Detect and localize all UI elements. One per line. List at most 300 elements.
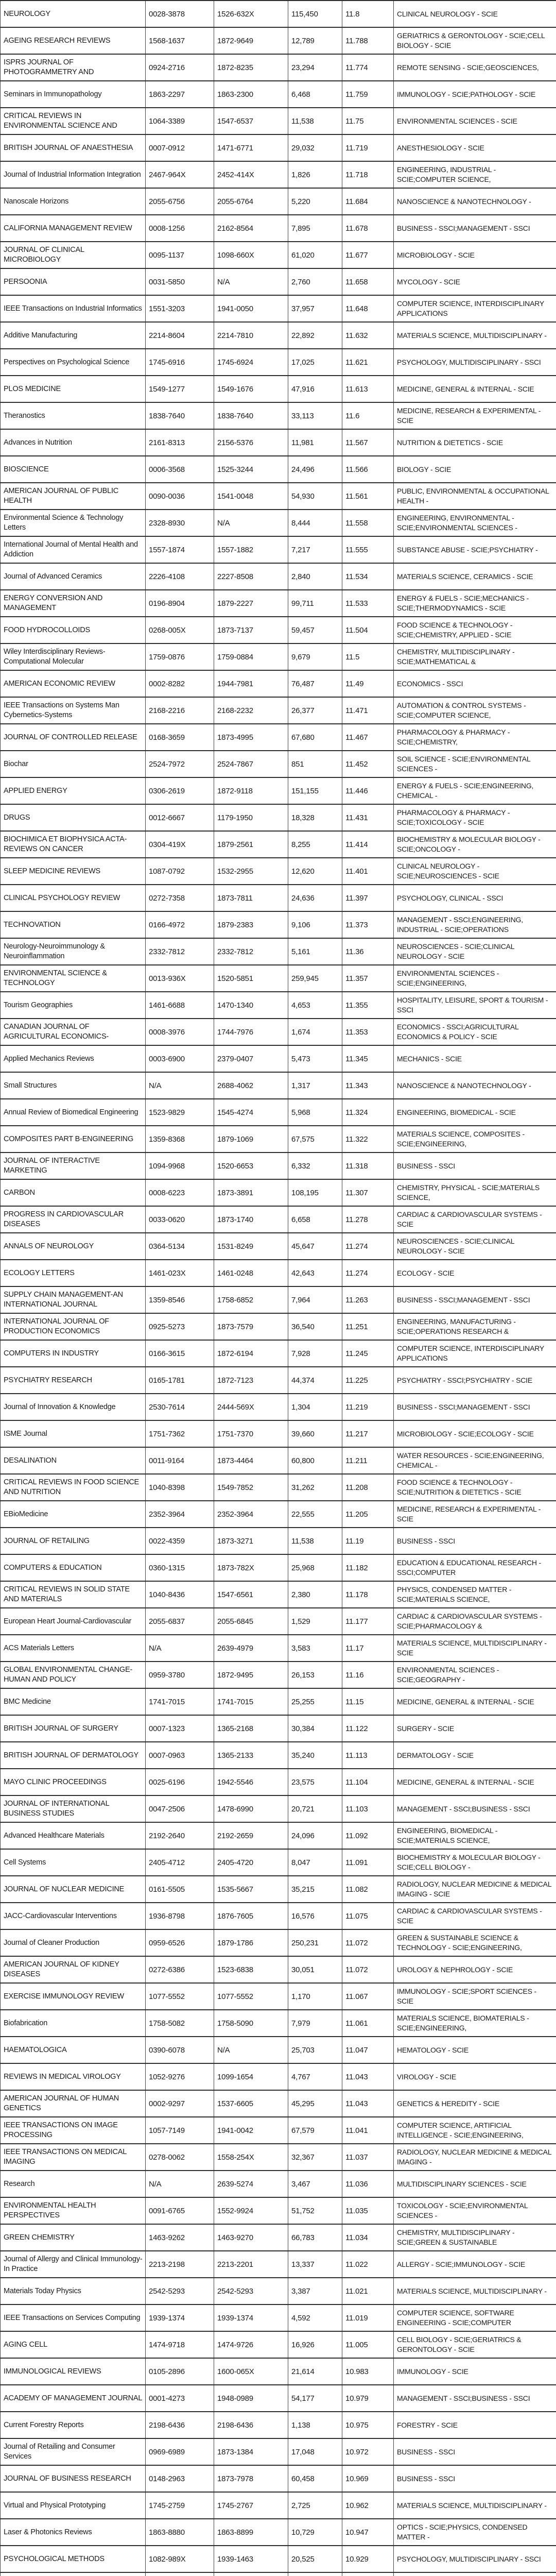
journal-name-cell-text: IEEE TRANSACTIONS ON MEDICAL IMAGING: [4, 2147, 143, 2167]
eissn-cell-text: 1944-7981: [217, 679, 286, 689]
category-cell: [394, 858, 556, 885]
impact-factor-cell: [342, 1742, 394, 1769]
total-cites-cell: [288, 1742, 342, 1769]
journal-name-cell: [1, 349, 146, 376]
impact-factor-cell: [342, 2144, 394, 2171]
eissn-cell-text: 1365-2133: [217, 1751, 286, 1760]
eissn-cell-text: 1758-5090: [217, 2019, 286, 2028]
table-row: [1, 1849, 556, 1876]
table-row: [1, 1260, 556, 1286]
eissn-cell: [214, 2465, 288, 2492]
impact-factor-cell: [342, 1662, 394, 1688]
total-cites-cell: [288, 2278, 342, 2304]
journal-name-cell: [1, 1849, 146, 1876]
total-cites-cell-text: 11,538: [291, 116, 340, 126]
total-cites-cell-text: 23,575: [291, 1777, 340, 1787]
impact-factor-cell: [342, 2171, 394, 2197]
impact-factor-cell-text: 11.075: [345, 1911, 391, 1921]
total-cites-cell-text: 22,892: [291, 331, 340, 341]
category-cell-text: PSYCHOLOGY, MULTIDISCIPLINARY - SSCI: [397, 358, 554, 367]
journal-name-cell: [1, 590, 146, 617]
table-row: [1, 108, 556, 134]
issn-cell: [146, 1260, 214, 1286]
total-cites-cell-text: 7,895: [291, 224, 340, 233]
impact-factor-cell-text: 11.322: [345, 1134, 391, 1144]
category-cell: [394, 563, 556, 590]
eissn-cell-text: 1745-2767: [217, 2501, 286, 2511]
issn-cell: [146, 134, 214, 161]
category-cell: [394, 1072, 556, 1099]
journal-name-cell-text: Journal of Advanced Ceramics: [4, 572, 143, 582]
impact-factor-cell: [342, 1474, 394, 1501]
issn-cell-text: 1094-9968: [149, 1161, 212, 1171]
table-row: [1, 885, 556, 911]
impact-factor-cell: [342, 242, 394, 268]
impact-factor-cell: [342, 2010, 394, 2037]
journal-name-cell: [1, 161, 146, 188]
table-row: [1, 831, 556, 858]
impact-factor-cell-text: 11.274: [345, 1242, 391, 1251]
issn-cell-text: 0304-419X: [149, 840, 212, 850]
eissn-cell: [214, 2010, 288, 2037]
journal-name-cell: [1, 1795, 146, 1822]
issn-cell: [146, 1367, 214, 1394]
issn-cell: [146, 831, 214, 858]
issn-cell-text: 1568-1637: [149, 36, 212, 46]
table-row: [1, 1126, 556, 1153]
journal-name-cell-text: Journal of Cleaner Production: [4, 1938, 143, 1948]
journal-name-cell-text: AMERICAN ECONOMIC REVIEW: [4, 679, 143, 689]
impact-factor-cell-text: 10.983: [345, 2367, 391, 2377]
category-cell: [394, 2063, 556, 2090]
journal-name-cell-text: PSYCHOLOGICAL METHODS: [4, 2554, 143, 2564]
total-cites-cell: [288, 1447, 342, 1474]
eissn-cell-text: 1879-2383: [217, 920, 286, 930]
table-row: [1, 295, 556, 322]
eissn-cell-text: 1745-6924: [217, 358, 286, 367]
eissn-cell-text: 1758-6852: [217, 1295, 286, 1305]
total-cites-cell-text: 16,926: [291, 2340, 340, 2350]
journal-name-cell: [1, 483, 146, 510]
total-cites-cell-text: 16,576: [291, 1911, 340, 1921]
table-row: [1, 376, 556, 402]
category-cell: [394, 965, 556, 992]
issn-cell: [146, 54, 214, 81]
eissn-cell: [214, 1742, 288, 1769]
issn-cell: [146, 242, 214, 268]
impact-factor-cell-text: 11.251: [345, 1322, 391, 1332]
category-cell: [394, 1608, 556, 1635]
impact-factor-cell-text: 11.467: [345, 733, 391, 742]
category-cell: [394, 590, 556, 617]
category-cell-text: BIOCHEMISTRY & MOLECULAR BIOLOGY - SCIE;CELL BIOLOGY -: [397, 1853, 554, 1872]
table-row: [1, 1554, 556, 1581]
issn-cell: [146, 1233, 214, 1260]
eissn-cell: [214, 617, 288, 643]
impact-factor-cell: [342, 697, 394, 724]
issn-cell: [146, 1983, 214, 2010]
issn-cell: [146, 2304, 214, 2331]
category-cell-text: MYCOLOGY - SCIE: [397, 277, 554, 287]
table-row: [1, 456, 556, 483]
journal-name-cell-text: Seminars in Immunopathology: [4, 90, 143, 99]
table-row: [1, 1340, 556, 1367]
category-cell-text: REMOTE SENSING - SCIE;GEOSCIENCES,: [397, 63, 554, 73]
journal-name-cell: [1, 1367, 146, 1394]
issn-cell: [146, 456, 214, 483]
eissn-cell-text: 1863-2300: [217, 90, 286, 99]
impact-factor-cell-text: 11.648: [345, 304, 391, 314]
eissn-cell-text: 2162-8564: [217, 224, 286, 233]
impact-factor-cell-text: 11.632: [345, 331, 391, 341]
total-cites-cell-text: 1,674: [291, 1027, 340, 1037]
category-cell-text: BUSINESS - SSCI: [397, 1161, 554, 1171]
issn-cell-text: 1359-8368: [149, 1134, 212, 1144]
total-cites-cell-text: 25,968: [291, 1563, 340, 1573]
impact-factor-cell-text: 11.431: [345, 813, 391, 823]
total-cites-cell: [288, 1769, 342, 1795]
table-row: [1, 1153, 556, 1179]
impact-factor-cell: [342, 804, 394, 831]
issn-cell-text: 1463-9262: [149, 2233, 212, 2243]
total-cites-cell-text: 31,262: [291, 1483, 340, 1493]
impact-factor-cell-text: 11.274: [345, 1268, 391, 1278]
eissn-cell-text: 1600-065X: [217, 2367, 286, 2377]
journal-name-cell-text: DRUGS: [4, 813, 143, 823]
category-cell-text: MANAGEMENT - SSCI;BUSINESS - SSCI: [397, 1804, 554, 1814]
impact-factor-cell: [342, 643, 394, 670]
total-cites-cell: [288, 242, 342, 268]
issn-cell: [146, 2197, 214, 2224]
journal-name-cell-text: BRITISH JOURNAL OF DERMATOLOGY: [4, 1751, 143, 1760]
eissn-cell: [214, 1769, 288, 1795]
issn-cell-text: 0360-1315: [149, 1563, 212, 1573]
eissn-cell: [214, 1635, 288, 1662]
eissn-cell-text: 1531-8249: [217, 1242, 286, 1251]
impact-factor-cell: [342, 1045, 394, 1072]
journal-name-cell: [1, 697, 146, 724]
impact-factor-cell: [342, 2090, 394, 2117]
eissn-cell-text: N/A: [217, 277, 286, 287]
total-cites-cell-text: 66,783: [291, 2233, 340, 2243]
category-cell-text: UROLOGY & NEPHROLOGY - SCIE: [397, 1965, 554, 1975]
issn-cell: [146, 27, 214, 54]
impact-factor-cell: [342, 1983, 394, 2010]
impact-factor-cell: [342, 134, 394, 161]
impact-factor-cell-text: 11.452: [345, 759, 391, 769]
total-cites-cell-text: 108,195: [291, 1188, 340, 1198]
issn-cell: [146, 1420, 214, 1447]
total-cites-cell-text: 10,729: [291, 2528, 340, 2537]
issn-cell-text: 0925-5273: [149, 1322, 212, 1332]
total-cites-cell: [288, 1715, 342, 1742]
issn-cell-text: 2530-7614: [149, 1402, 212, 1412]
eissn-cell-text: 1549-7852: [217, 1483, 286, 1493]
total-cites-cell-text: 60,800: [291, 1456, 340, 1466]
eissn-cell-text: 2332-7812: [217, 947, 286, 957]
category-cell: [394, 670, 556, 697]
impact-factor-cell-text: 11.036: [345, 2179, 391, 2189]
impact-factor-cell-text: 11.324: [345, 1108, 391, 1117]
total-cites-cell-text: 4,767: [291, 2072, 340, 2082]
journal-name-cell: [1, 2572, 146, 2576]
total-cites-cell-text: 26,153: [291, 1670, 340, 1680]
eissn-cell: [214, 1, 288, 27]
impact-factor-cell-text: 11.104: [345, 1777, 391, 1787]
category-cell: [394, 1822, 556, 1849]
category-cell: [394, 322, 556, 349]
journal-name-cell: [1, 2546, 146, 2572]
issn-cell: [146, 804, 214, 831]
impact-factor-cell: [342, 2465, 394, 2492]
total-cites-cell-text: 5,220: [291, 197, 340, 207]
table-row: [1, 2224, 556, 2251]
total-cites-cell: [288, 1581, 342, 1608]
category-cell-text: MEDICINE, RESEARCH & EXPERIMENTAL - SCIE: [397, 406, 554, 426]
impact-factor-cell-text: 11.759: [345, 90, 391, 99]
total-cites-cell: [288, 2412, 342, 2438]
journal-name-cell-text: JOURNAL OF RETAILING: [4, 1536, 143, 1546]
total-cites-cell: [288, 1260, 342, 1286]
journal-name-cell: [1, 992, 146, 1019]
issn-cell-text: 1557-1874: [149, 545, 212, 555]
eissn-cell: [214, 2251, 288, 2278]
issn-cell: [146, 429, 214, 456]
impact-factor-cell-text: 11.072: [345, 1965, 391, 1975]
journal-name-cell: [1, 1662, 146, 1688]
issn-cell-text: 0007-0963: [149, 1751, 212, 1760]
category-cell-text: MATERIALS SCIENCE, BIOMATERIALS - SCIE;ENGINEERING,: [397, 2013, 554, 2033]
total-cites-cell-text: 9,106: [291, 920, 340, 930]
total-cites-cell: [288, 724, 342, 751]
eissn-cell-text: 1872-9649: [217, 36, 286, 46]
total-cites-cell-text: 20,525: [291, 2554, 340, 2564]
impact-factor-cell: [342, 2278, 394, 2304]
category-cell-text: COMPUTER SCIENCE, INTERDISCIPLINARY APPLICATIONS: [397, 1344, 554, 1363]
category-cell-text: FOOD SCIENCE & TECHNOLOGY - SCIE;NUTRITION & DIETETICS - SCIE: [397, 1478, 554, 1497]
impact-factor-cell: [342, 1608, 394, 1635]
impact-factor-cell-text: 11.534: [345, 572, 391, 582]
impact-factor-cell-text: 11.263: [345, 1295, 391, 1305]
eissn-cell-text: 1099-1654: [217, 2072, 286, 2082]
issn-cell-text: 0272-6386: [149, 1965, 212, 1975]
total-cites-cell: [288, 804, 342, 831]
eissn-cell-text: 1526-632X: [217, 9, 286, 19]
category-cell: [394, 1179, 556, 1206]
issn-cell-text: 2055-6837: [149, 1617, 212, 1626]
category-cell-text: BUSINESS - SSCI: [397, 1536, 554, 1546]
category-cell: [394, 804, 556, 831]
issn-cell-text: 0306-2619: [149, 786, 212, 796]
table-row: [1, 322, 556, 349]
eissn-cell: [214, 1929, 288, 1956]
total-cites-cell-text: 259,945: [291, 974, 340, 984]
eissn-cell: [214, 1662, 288, 1688]
table-row: [1, 617, 556, 643]
impact-factor-cell: [342, 1153, 394, 1179]
journal-name-cell-text: European Heart Journal-Cardiovascular: [4, 1617, 143, 1626]
issn-cell: [146, 2251, 214, 2278]
category-cell: [394, 402, 556, 429]
impact-factor-cell-text: 11.355: [345, 1001, 391, 1010]
impact-factor-cell: [342, 510, 394, 536]
category-cell: [394, 2144, 556, 2171]
total-cites-cell: [288, 268, 342, 295]
eissn-cell: [214, 1153, 288, 1179]
issn-cell-text: 0008-1256: [149, 224, 212, 233]
journal-name-cell-text: IEEE Transactions on Industrial Informatics: [4, 304, 143, 314]
eissn-cell: [214, 2197, 288, 2224]
issn-cell-text: 2161-8313: [149, 438, 212, 448]
issn-cell-text: 0007-0912: [149, 143, 212, 153]
journal-name-cell-text: CALIFORNIA MANAGEMENT REVIEW: [4, 224, 143, 233]
total-cites-cell: [288, 1795, 342, 1822]
total-cites-cell-text: 67,680: [291, 733, 340, 742]
total-cites-cell: [288, 456, 342, 483]
eissn-cell: [214, 2572, 288, 2576]
table-row: [1, 2144, 556, 2171]
issn-cell-text: 2467-964X: [149, 170, 212, 180]
total-cites-cell: [288, 1153, 342, 1179]
total-cites-cell-text: 851: [291, 759, 340, 769]
total-cites-cell: [288, 1286, 342, 1313]
journal-name-cell-text: ECOLOGY LETTERS: [4, 1268, 143, 1278]
table-row: [1, 2037, 556, 2063]
issn-cell: [146, 590, 214, 617]
eissn-cell-text: 1873-782X: [217, 1563, 286, 1573]
eissn-cell: [214, 1715, 288, 1742]
journal-name-cell: [1, 2090, 146, 2117]
category-cell: [394, 1662, 556, 1688]
impact-factor-cell-text: 11.022: [345, 2260, 391, 2269]
eissn-cell-text: 2156-5376: [217, 438, 286, 448]
impact-factor-cell-text: 11.072: [345, 1938, 391, 1948]
issn-cell: [146, 215, 214, 242]
journal-name-cell: [1, 858, 146, 885]
table-row: [1, 777, 556, 804]
eissn-cell-text: 1873-4995: [217, 733, 286, 742]
impact-factor-cell-text: 11.613: [345, 384, 391, 394]
impact-factor-cell: [342, 831, 394, 858]
journal-name-cell-text: COMPOSITES PART B-ENGINEERING: [4, 1134, 143, 1144]
issn-cell-text: N/A: [149, 2179, 212, 2189]
impact-factor-cell-text: 11.414: [345, 840, 391, 850]
category-cell-text: MATERIALS SCIENCE, MULTIDISCIPLINARY -: [397, 2286, 554, 2296]
category-cell: [394, 1742, 556, 1769]
table-row: [1, 2412, 556, 2438]
issn-cell: [146, 911, 214, 938]
journal-name-cell: [1, 1206, 146, 1233]
journal-name-cell: [1, 1956, 146, 1983]
issn-cell: [146, 643, 214, 670]
eissn-cell-text: 1872-9495: [217, 1670, 286, 1680]
impact-factor-cell-text: 11.345: [345, 1054, 391, 1064]
table-row: [1, 1822, 556, 1849]
total-cites-cell: [288, 590, 342, 617]
category-cell: [394, 429, 556, 456]
eissn-cell-text: 2542-5293: [217, 2286, 286, 2296]
impact-factor-cell: [342, 724, 394, 751]
eissn-cell: [214, 1019, 288, 1045]
impact-factor-cell-text: 11.6: [345, 411, 391, 421]
table-row: [1, 911, 556, 938]
journal-name-cell: [1, 2224, 146, 2251]
total-cites-cell-text: 7,964: [291, 1295, 340, 1305]
journal-name-cell: [1, 1260, 146, 1286]
category-cell: [394, 2492, 556, 2519]
impact-factor-cell: [342, 590, 394, 617]
impact-factor-cell-text: 11.091: [345, 1858, 391, 1868]
impact-factor-cell-text: 10.929: [345, 2554, 391, 2564]
impact-factor-cell-text: 11.719: [345, 143, 391, 153]
impact-factor-cell-text: 11.343: [345, 1081, 391, 1091]
total-cites-cell-text: 45,647: [291, 1242, 340, 1251]
journal-name-cell: [1, 1420, 146, 1447]
issn-cell-text: 0959-6526: [149, 1938, 212, 1948]
category-cell-text: PSYCHIATRY - SSCI;PSYCHIATRY - SCIE: [397, 1376, 554, 1385]
eissn-cell: [214, 590, 288, 617]
issn-cell: [146, 1179, 214, 1206]
total-cites-cell-text: 23,294: [291, 63, 340, 73]
impact-factor-cell-text: 11.092: [345, 1831, 391, 1841]
category-cell-text: PHARMACOLOGY & PHARMACY - SCIE;TOXICOLOGY - SCIE: [397, 808, 554, 827]
eissn-cell: [214, 2412, 288, 2438]
category-cell: [394, 885, 556, 911]
issn-cell: [146, 2331, 214, 2358]
journal-name-cell: [1, 2358, 146, 2385]
total-cites-cell: [288, 777, 342, 804]
eissn-cell: [214, 1849, 288, 1876]
total-cites-cell: [288, 349, 342, 376]
table-row: [1, 670, 556, 697]
issn-cell: [146, 777, 214, 804]
impact-factor-cell-text: 11.16: [345, 1670, 391, 1680]
total-cites-cell-text: 8,255: [291, 840, 340, 850]
journal-name-cell-text: AGING CELL: [4, 2340, 143, 2350]
total-cites-cell: [288, 617, 342, 643]
total-cites-cell: [288, 1367, 342, 1394]
impact-factor-cell-text: 11.357: [345, 974, 391, 984]
impact-factor-cell-text: 11.182: [345, 1563, 391, 1573]
issn-cell-text: 2524-7972: [149, 759, 212, 769]
table-row: [1, 804, 556, 831]
category-cell-text: CARDIAC & CARDIOVASCULAR SYSTEMS - SCIE;PHARMACOLOGY &: [397, 1612, 554, 1631]
impact-factor-cell: [342, 54, 394, 81]
impact-factor-cell-text: 11.307: [345, 1188, 391, 1198]
issn-cell: [146, 1715, 214, 1742]
impact-factor-cell-text: 10.972: [345, 2447, 391, 2457]
eissn-cell-text: 1941-0050: [217, 304, 286, 314]
issn-cell: [146, 2412, 214, 2438]
total-cites-cell: [288, 429, 342, 456]
table-row: [1, 2171, 556, 2197]
journal-name-cell: [1, 1876, 146, 1903]
journal-name-cell: [1, 2037, 146, 2063]
issn-cell: [146, 161, 214, 188]
issn-cell-text: 0196-8904: [149, 599, 212, 608]
journal-name-cell: [1, 1983, 146, 2010]
category-cell: [394, 2385, 556, 2412]
impact-factor-cell: [342, 1635, 394, 1662]
impact-factor-cell-text: 11.36: [345, 947, 391, 957]
eissn-cell-text: 1741-7015: [217, 1697, 286, 1707]
impact-factor-cell-text: 11.566: [345, 465, 391, 474]
eissn-cell-text: 1470-1340: [217, 1001, 286, 1010]
table-row: [1, 1019, 556, 1045]
eissn-cell: [214, 2224, 288, 2251]
eissn-cell-text: 1547-6561: [217, 1590, 286, 1600]
total-cites-cell: [288, 2090, 342, 2117]
